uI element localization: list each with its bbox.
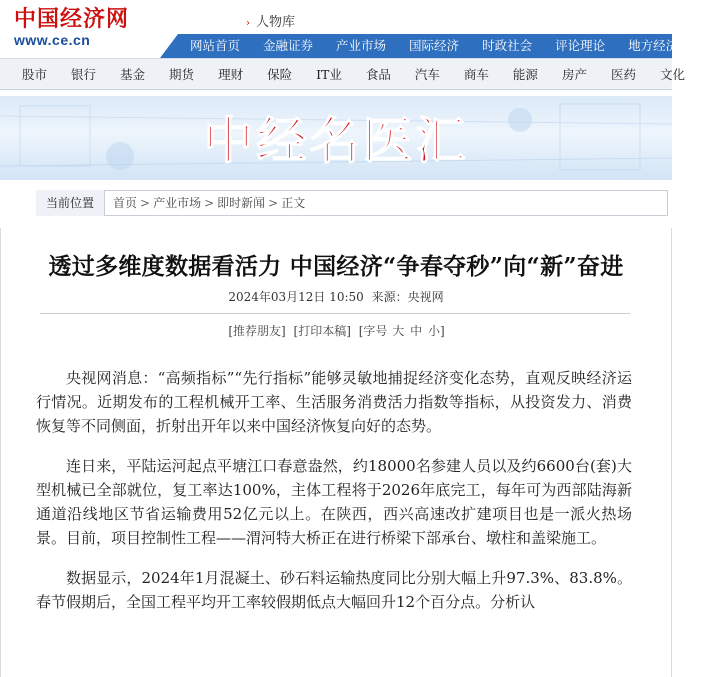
main-nav — [178, 34, 714, 58]
nav-item-intl[interactable]: 国际经济 — [409, 38, 460, 53]
article-paragraph: 连日来，平陆运河起点平塘江口春意盎然，约18000名参建人员以及约6600台(套)大型机械已全部就位，复工率达100%，主体工程将于2026年底完工，每年可为西部陆海新通道沿线地区节省运输费用52亿元以上。在陕西，西兴高速改扩建项目也是一派火热场景。目前，项目控制性工程——渭河特大桥正在进行桥梁下部承台、墩柱和盖梁施工。 — [36, 457, 632, 547]
print-link[interactable]: [打印本稿] — [293, 324, 351, 338]
renwu-link[interactable] — [246, 11, 295, 30]
subnav-item[interactable]: IT业 — [316, 67, 342, 82]
subnav-item[interactable]: 能源 — [512, 67, 538, 82]
logo-url: www.ce.cn — [14, 32, 91, 48]
subnav-item[interactable]: 银行 — [71, 67, 97, 82]
article-paragraph: 央视网消息：“高频指标”“先行指标”能够灵敏地捕捉经济变化态势，直观反映经济运行情况。近期发布的工程机械开工率、生活服务消费活力指数等指标，从投资发力、消费恢复等不同侧面，折射出开年以来中国经济恢复向好的态势。 — [36, 369, 632, 435]
article-title: 透过多维度数据看活力 中国经济“争春夺秒”向“新”奋进 — [48, 253, 624, 280]
article-datetime: 2024年03月12日 10:50 — [228, 290, 364, 304]
subnav-item[interactable]: 食品 — [365, 67, 391, 82]
subnav-item[interactable]: 基金 — [120, 67, 146, 82]
divider — [40, 313, 630, 314]
nav-item-local[interactable]: 地方经济 — [628, 38, 679, 53]
breadcrumb-current: 正文 — [281, 196, 306, 210]
renwu-label: 人物库 — [256, 15, 296, 30]
article-body — [36, 366, 632, 630]
banner-art — [0, 96, 672, 180]
article-tools — [0, 322, 672, 339]
banner — [0, 96, 672, 180]
nav-item-home[interactable]: 网站首页 — [190, 38, 241, 53]
logo-text: 中国经济网 — [14, 6, 130, 32]
site-logo[interactable] — [14, 6, 154, 52]
breadcrumb-industry[interactable]: 产业市场 — [153, 196, 202, 210]
subnav-item[interactable]: 汽车 — [414, 67, 440, 82]
subnav-item[interactable]: 股市 — [22, 67, 48, 82]
breadcrumb-separator: > — [268, 196, 279, 210]
article-source: 央视网 — [407, 290, 444, 304]
nav-item-finance[interactable]: 金融证券 — [263, 38, 314, 53]
breadcrumb-news[interactable]: 即时新闻 — [217, 196, 266, 210]
subnav-item[interactable]: 房产 — [561, 67, 587, 82]
font-medium-button[interactable]: 中 — [410, 324, 423, 338]
nav-item-more[interactable]: 境 — [701, 38, 714, 53]
font-size-label: [字号 — [358, 324, 388, 338]
nav-item-industry[interactable]: 产业市场 — [336, 38, 387, 53]
subnav-item[interactable]: 期货 — [169, 67, 195, 82]
breadcrumb-separator: > — [204, 196, 215, 210]
article-paragraph: 数据显示，2024年1月混凝土、砂石料运输热度同比分别大幅上升97.3%、83.8%。春节假期后，全国工程平均开工率较假期低点大幅回升12个百分点。分析认 — [36, 569, 632, 611]
nav-item-comment[interactable]: 评论理论 — [555, 38, 606, 53]
sub-nav — [0, 58, 685, 90]
subnav-item[interactable]: 商车 — [463, 67, 489, 82]
breadcrumb-path — [104, 190, 668, 216]
nav-item-politics[interactable]: 时政社会 — [482, 38, 533, 53]
chevron-right-icon: › — [246, 18, 250, 29]
breadcrumb — [0, 190, 672, 216]
subnav-item[interactable]: 文化 — [659, 67, 685, 82]
article-meta — [0, 288, 672, 305]
breadcrumb-home[interactable]: 首页 — [113, 196, 138, 210]
source-label: 来源： — [371, 290, 408, 304]
font-large-button[interactable]: 大 — [392, 324, 405, 338]
banner-title: 中经名医汇 — [203, 111, 469, 170]
subnav-item[interactable]: 理财 — [218, 67, 244, 82]
breadcrumb-label: 当前位置 — [36, 190, 104, 216]
nav-notch — [160, 34, 178, 58]
breadcrumb-separator: > — [140, 196, 151, 210]
subnav-item[interactable]: 医药 — [610, 67, 636, 82]
subnav-item[interactable]: 保险 — [267, 67, 293, 82]
font-small-button[interactable]: 小] — [427, 324, 445, 338]
recommend-link[interactable]: [推荐朋友] — [228, 324, 286, 338]
